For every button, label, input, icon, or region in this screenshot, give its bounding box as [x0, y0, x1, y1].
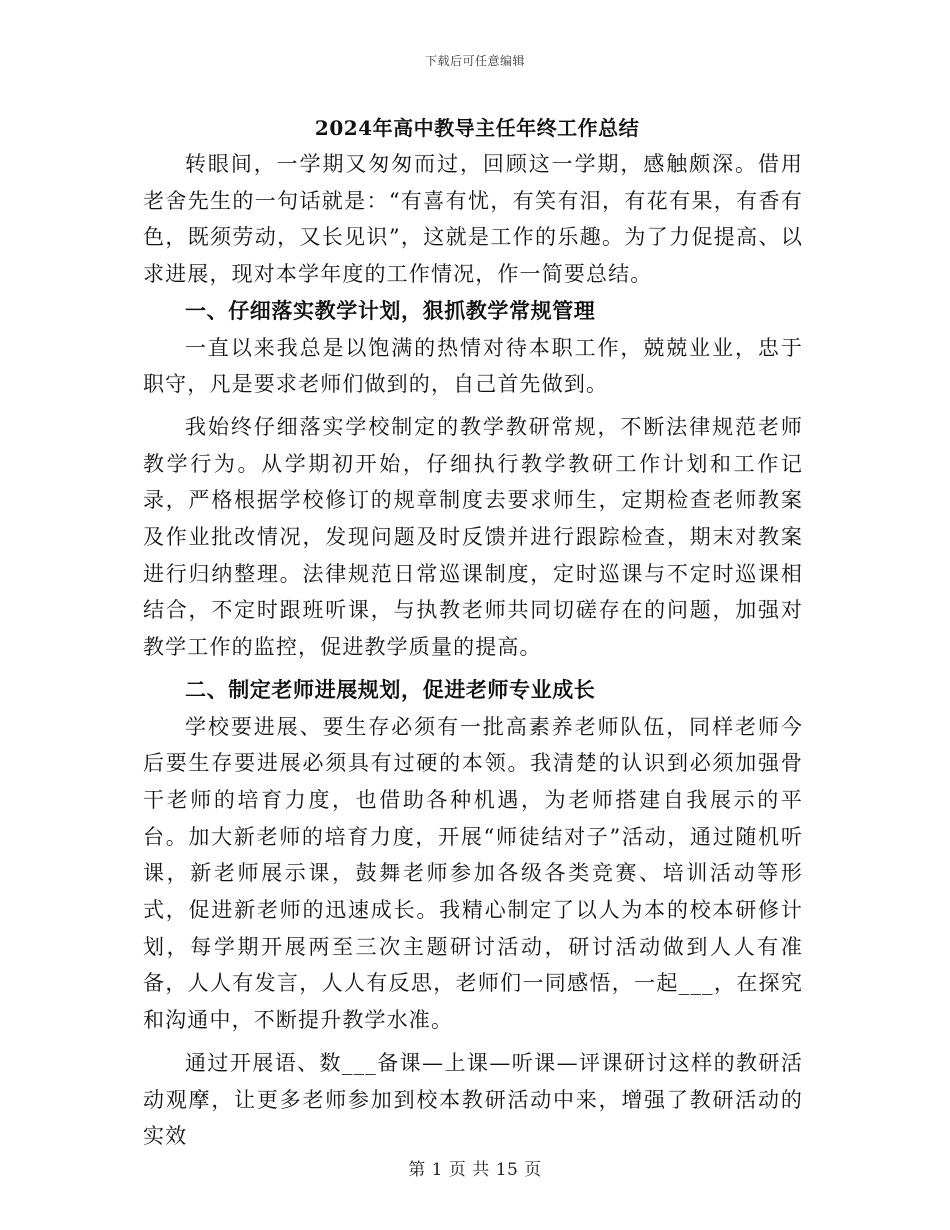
paragraph-intro: 转眼间，一学期又匆匆而过，回顾这一学期，感触颇深。借用老舍先生的一句话就是：“有喜有忧，有笑有泪，有花有果，有香有色，既须劳动，又长见识”，这就是工作的乐趣。为了力促提高、以求进展，现对本学年度的工作情况，作一简要总结。 — [143, 152, 803, 287]
section-heading-1: 一、仔细落实教学计划，狠抓教学常规管理 — [185, 297, 596, 323]
paragraph-dedication: 一直以来我总是以饱满的热情对待本职工作，兢兢业业，忠于职守，凡是要求老师们做到的，自己首先做到。 — [143, 335, 803, 397]
page-footer: 第 1 页 共 15 页 — [408, 1160, 542, 1180]
paragraph-teacher-development: 学校要进展、要生存必须有一批高素养老师队伍，同样老师今后要生存要进展必须具有过硬的本领。我清楚的认识到必须加强骨干老师的培育力度，也借助各种机遇，为老师搭建自我展示的平台。加大新老师的培育力度，开展“师徒结对子”活动，通过随机听课，新老师展示课，鼓舞老师参加各级各类竞赛、培训活动等形式，促进新老师的迅速成长。我精心制定了以人为本的校本研修计划，每学期开展两至三次主题研讨活动，研讨活动做到人人有准备，人人有发言，人人有反思，老师们一同感悟，一起___，在探究和沟通中，不断提升教学水准。 — [143, 714, 803, 1033]
paragraph-research-activities: 通过开展语、数___备课—上课—听课—评课研讨这样的教研活动观摩，让更多老师参加到校本教研活动中来，增强了教研活动的实效 — [143, 1050, 803, 1149]
document-title: 2024年高中教导主任年终工作总结 — [314, 116, 640, 140]
document-body — [143, 110, 803, 1155]
page-header: 下载后可任意编辑 — [424, 54, 525, 68]
paragraph-teaching-routine: 我始终仔细落实学校制定的教学教研常规，不断法律规范老师教学行为。从学期初开始，仔细执行教学教研工作计划和工作记录，严格根据学校修订的规章制度去要求师生，定期检查老师教案及作业批改情况，发现问题及时反馈并进行跟踪检查，期末对教案进行归纳整理。法律规范日常巡课制度，定时巡课与不定时巡课相结合，不定时跟班听课，与执教老师共同切磋存在的问题，加强对教学工作的监控，促进教学质量的提高。 — [143, 414, 803, 660]
section-heading-2: 二、制定老师进展规划，促进老师专业成长 — [185, 676, 596, 702]
